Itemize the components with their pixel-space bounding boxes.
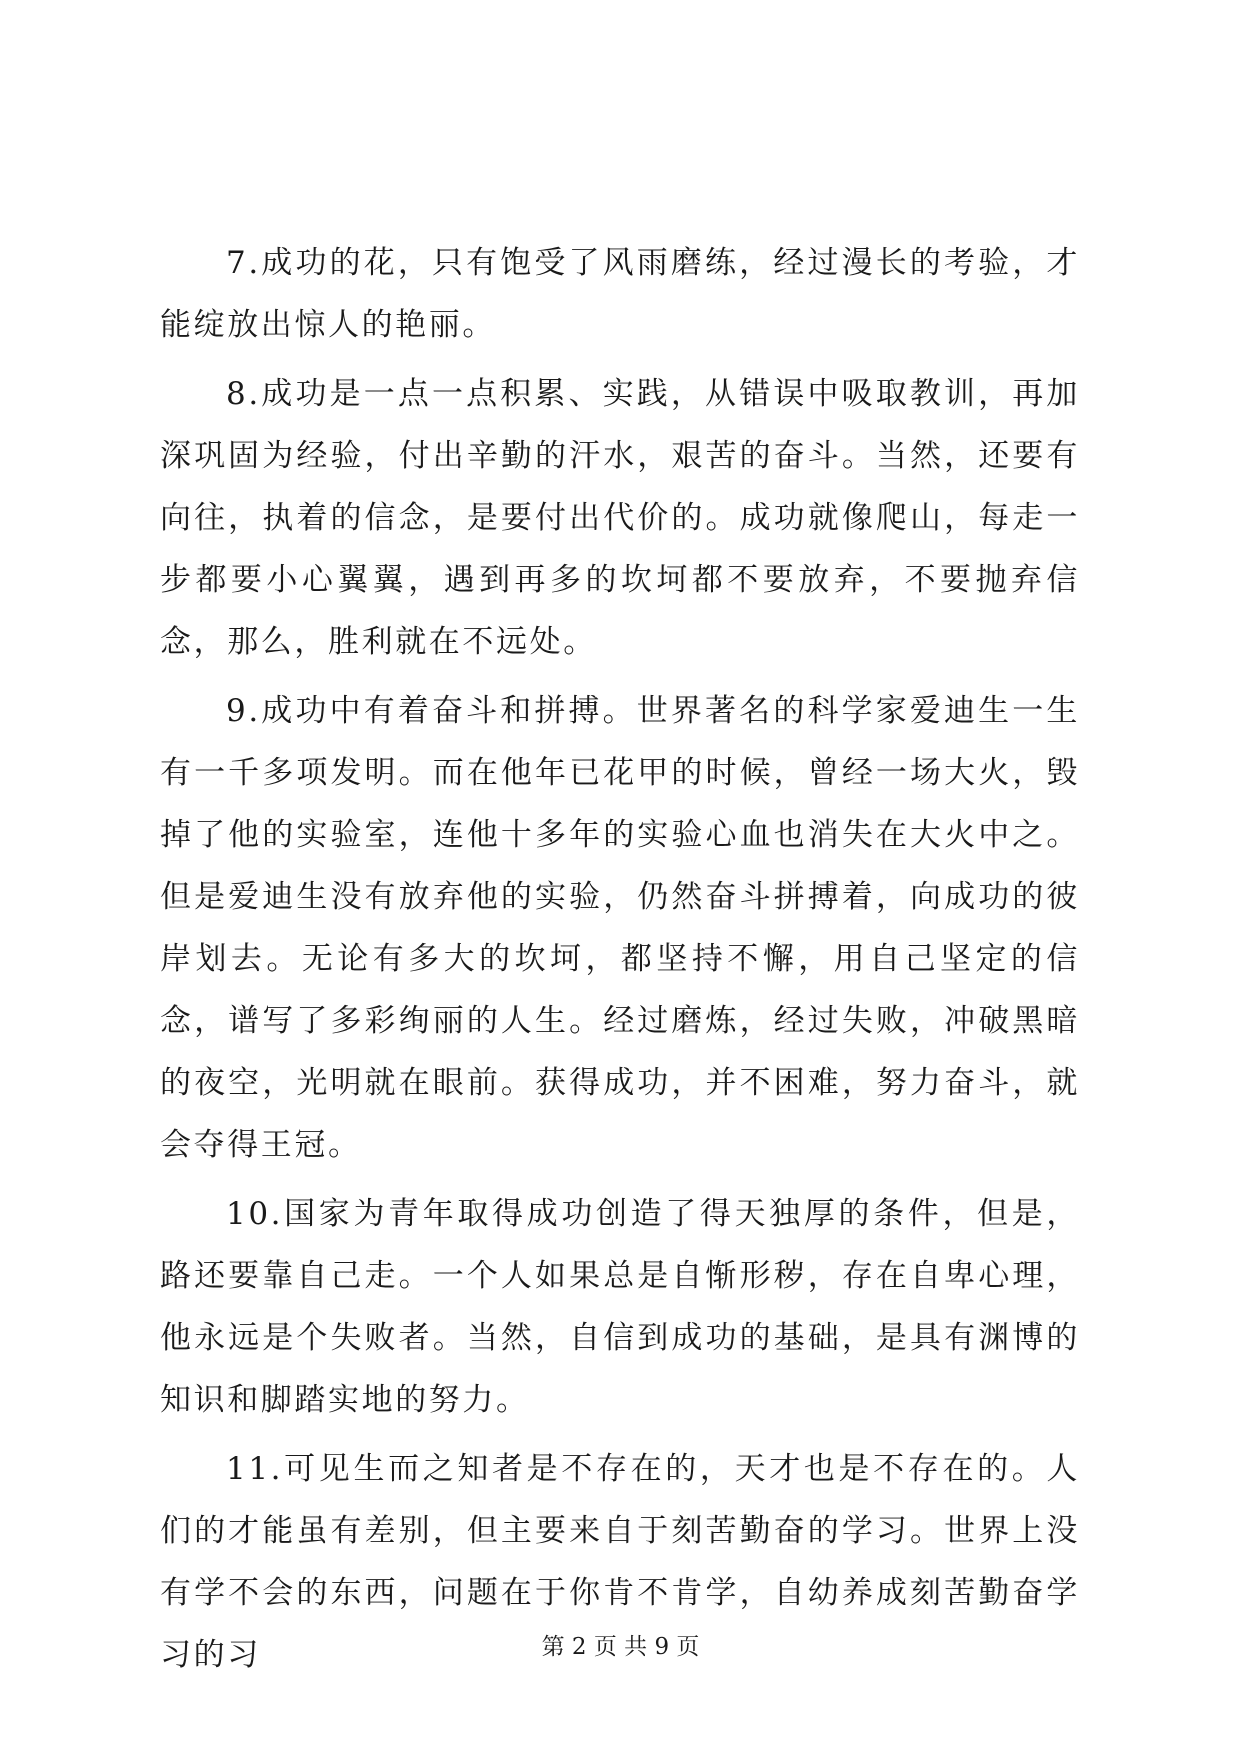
paragraph-9: 9.成功中有着奋斗和拼搏。世界著名的科学家爱迪生一生有一千多项发明。而在他年已花甲的时候，曾经一场大火，毁掉了他的实验室，连他十多年的实验心血也消失在大火中之。但是爱迪生没有放弃他的实验，仍然奋斗拼搏着，向成功的彼岸划去。无论有多大的坎坷，都坚持不懈，用自己坚定的信念，谱写了多彩绚丽的人生。经过磨炼，经过失败，冲破黑暗的夜空，光明就在眼前。获得成功，并不困难，努力奋斗，就会夺得王冠。 bbox=[160, 693, 1080, 1163]
paragraph-8: 8.成功是一点一点积累、实践，从错误中吸取教训，再加深巩固为经验，付出辛勤的汗水，艰苦的奋斗。当然，还要有向往，执着的信念，是要付出代价的。成功就像爬山，每走一步都要小心翼翼，遇到再多的坎坷都不要放弃，不要抛弃信念，那么，胜利就在不远处。 bbox=[160, 376, 1080, 660]
page-number-footer: 第 2 页 共 9 页 bbox=[541, 1634, 700, 1660]
paragraph-10: 10.国家为青年取得成功创造了得天独厚的条件，但是，路还要靠自己走。一个人如果总是自惭形秽，存在自卑心理，他永远是个失败者。当然，自信到成功的基础，是具有渊博的知识和脚踏实地的努力。 bbox=[160, 1196, 1080, 1418]
paragraph-11: 11.可见生而之知者是不存在的，天才也是不存在的。人们的才能虽有差别，但主要来自于刻苦勤奋的学习。世界上没有学不会的东西，问题在于你肯不肯学，自幼养成刻苦勤奋学习的习 bbox=[160, 1451, 1080, 1673]
document-body bbox=[160, 232, 1080, 1693]
paragraph-7: 7.成功的花，只有饱受了风雨磨练，经过漫长的考验，才能绽放出惊人的艳丽。 bbox=[160, 245, 1080, 343]
